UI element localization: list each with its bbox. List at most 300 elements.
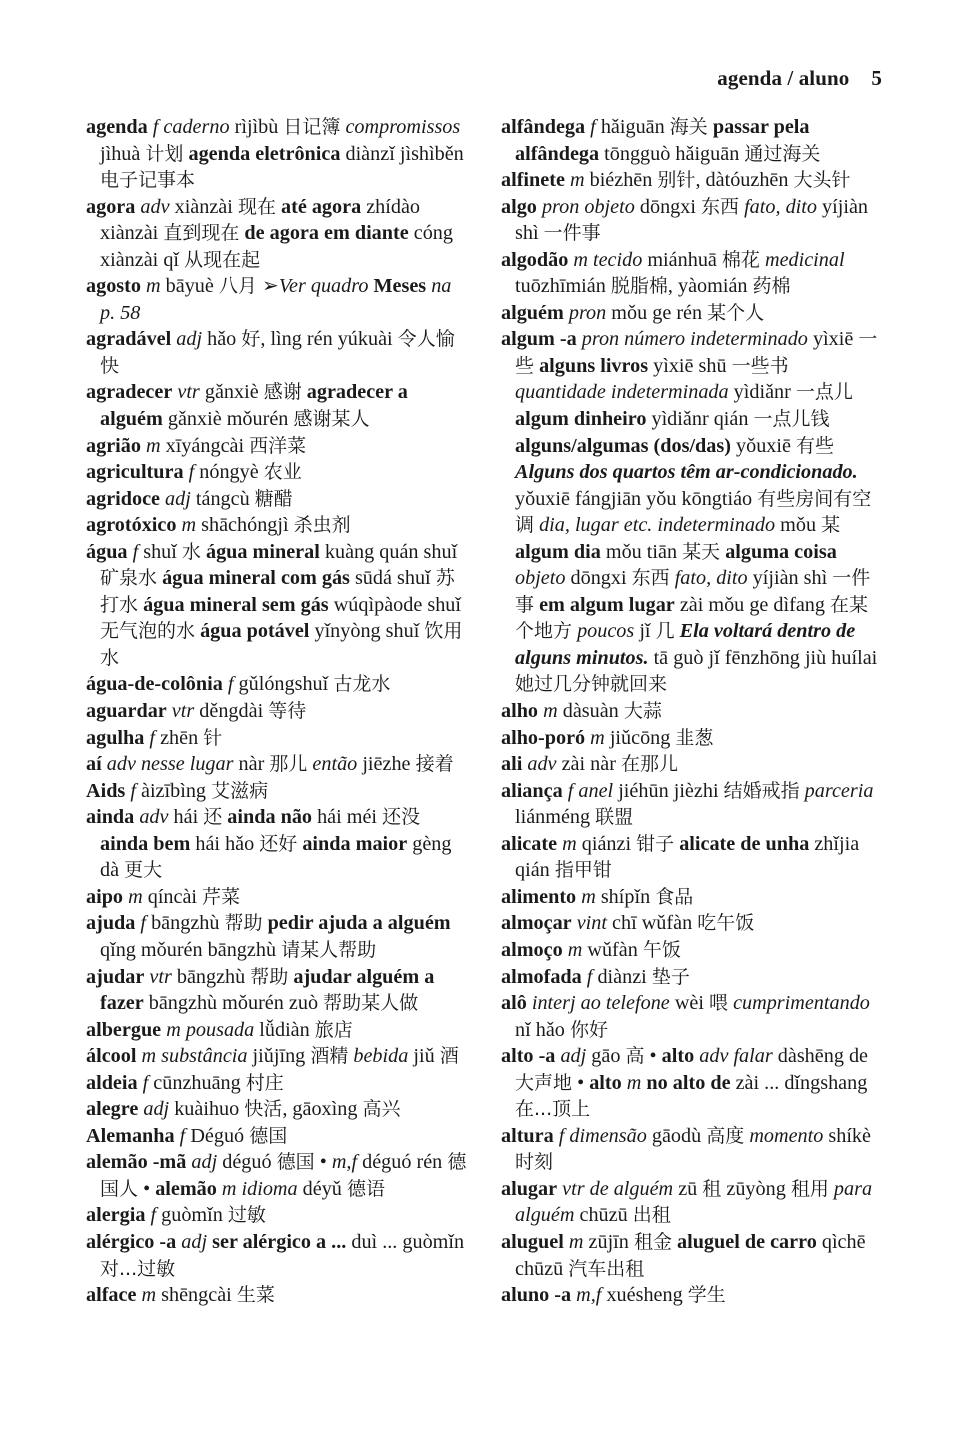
pinyin-text: hǎo <box>202 328 242 351</box>
hanzi-text: 生菜 <box>236 1284 275 1307</box>
headword: agricultura <box>86 461 184 484</box>
grammar-label: m <box>123 885 143 908</box>
hanzi-text: 高度 <box>706 1124 745 1147</box>
hanzi-text: 帮助 <box>224 912 263 935</box>
headword: alicate <box>501 832 558 855</box>
dictionary-entry <box>501 778 883 831</box>
pinyin-text: àizībìng <box>135 779 212 802</box>
grammar-label: vtr <box>144 965 172 988</box>
hanzi-text: 午饭 <box>642 938 681 961</box>
hanzi-text: 等待 <box>268 700 307 723</box>
grammar-label: pron objeto <box>536 195 635 218</box>
grammar-label: parceria <box>799 779 874 802</box>
hanzi-text: 快活 <box>244 1098 283 1121</box>
grammar-label: m <box>136 1284 157 1307</box>
dictionary-entry <box>86 804 468 884</box>
headword: agridoce <box>86 487 160 510</box>
hanzi-text: 还 <box>203 806 223 829</box>
pinyin-text: zhídào xiànzài <box>100 195 421 245</box>
grammar-label: f <box>585 116 596 138</box>
dictionary-entry <box>86 1043 468 1070</box>
pinyin-text: • <box>138 1177 156 1200</box>
headword: alguém <box>501 301 564 324</box>
hanzi-text: 一些书 <box>731 354 789 377</box>
pinyin-text: rìjìbù <box>229 116 284 138</box>
pinyin-text: diànzǐ jìshìběn <box>340 142 464 165</box>
grammar-label: poucos <box>572 620 635 643</box>
pinyin-text: jǐ <box>634 620 656 643</box>
grammar-label: adv nesse lugar <box>101 753 234 776</box>
hanzi-text: 她过几分钟就回来 <box>515 673 668 696</box>
hanzi-text: 直到现在 <box>163 222 240 245</box>
grammar-label: m <box>140 434 161 457</box>
pinyin-text: nǐ hǎo <box>515 1018 570 1041</box>
pinyin-text: yìdiǎnr <box>728 381 796 404</box>
headword: ainda <box>86 806 135 829</box>
headword-text: alguns livros <box>534 354 649 377</box>
grammar-label: m <box>538 700 558 723</box>
grammar-label: m <box>140 275 161 298</box>
dictionary-entry <box>501 1229 883 1282</box>
hanzi-text: 大声地 <box>515 1071 573 1094</box>
hanzi-text: 钳子 <box>636 832 675 855</box>
pinyin-text: dàsuàn <box>557 700 624 723</box>
dictionary-entry <box>86 1123 468 1150</box>
pinyin-text: jìhuà <box>100 142 146 165</box>
headword-text: ainda maior <box>297 832 408 855</box>
grammar-label: m <box>557 832 577 855</box>
dictionary-entry <box>86 884 468 911</box>
headword: aluno -a <box>501 1284 572 1307</box>
dictionary-entry <box>86 1017 468 1044</box>
grammar-label: interj ao telefone <box>526 992 670 1015</box>
pinyin-text: jiēzhe <box>357 753 416 776</box>
headword: aipo <box>86 885 124 908</box>
hanzi-text: 指甲钳 <box>554 859 612 882</box>
grammar-label: para alguém <box>515 1177 873 1227</box>
hanzi-text: 你好 <box>569 1018 608 1041</box>
headword: água <box>86 540 128 563</box>
hanzi-text: 高 <box>625 1045 645 1068</box>
headword-text: água mineral <box>200 540 320 563</box>
hanzi-text: 饮用水 <box>100 620 463 669</box>
hanzi-text: 现在 <box>237 195 276 218</box>
headword-text: pedir ajuda a alguém <box>262 912 451 935</box>
headword-text: alguma coisa <box>720 540 837 563</box>
pinyin-text: tuōzhīmián <box>515 275 611 298</box>
hanzi-text: 某个人 <box>707 301 765 324</box>
grammar-label: adv <box>522 753 557 776</box>
pinyin-text: miánhuā <box>642 248 722 271</box>
grammar-label: m <box>562 938 583 961</box>
dictionary-entry <box>501 1282 883 1309</box>
dictionary-entry <box>501 884 883 911</box>
pinyin-text: • <box>314 1151 332 1174</box>
hanzi-text: 德国 <box>249 1124 288 1147</box>
hanzi-text: 大头针 <box>793 169 851 192</box>
dictionary-entry <box>86 964 468 1017</box>
dictionary-entry <box>86 114 468 194</box>
pinyin-text: gāo <box>586 1045 626 1068</box>
hanzi-text: 别针 <box>657 169 696 192</box>
headword: ajuda <box>86 912 136 935</box>
pinyin-text: nàr <box>233 753 270 776</box>
dictionary-entry <box>501 698 883 725</box>
pinyin-text: hái méi <box>312 806 383 829</box>
pinyin-text: ➢ <box>256 275 279 298</box>
grammar-label: m,f <box>571 1284 602 1307</box>
dictionary-entry <box>86 778 468 805</box>
hanzi-text: 时刻 <box>515 1151 554 1174</box>
pinyin-text: yíjiàn shì <box>515 195 869 245</box>
headword-text: aluguel de carro <box>671 1230 817 1253</box>
pinyin-text: zài ... dǐngshang <box>730 1071 868 1094</box>
hanzi-text: 从现在起 <box>184 248 261 271</box>
grammar-label: f caderno <box>147 116 230 138</box>
grammar-label: m substância <box>136 1045 248 1068</box>
hanzi-text: 村庄 <box>245 1071 284 1094</box>
dictionary-entry <box>86 1282 468 1309</box>
dictionary-entry <box>501 1123 883 1176</box>
pinyin-text: zhēn <box>155 726 204 749</box>
headword: aldeia <box>86 1071 138 1094</box>
grammar-label: m <box>621 1071 642 1094</box>
grammar-label: então <box>307 753 358 776</box>
hanzi-text: 计划 <box>145 142 184 165</box>
pinyin-text: mǒu ge rén <box>606 301 708 324</box>
headword: almoço <box>501 938 563 961</box>
dictionary-entry <box>501 167 883 194</box>
hanzi-text: 酒精 <box>310 1045 349 1068</box>
dictionary-entry <box>501 114 883 167</box>
hanzi-text: 旅店 <box>314 1018 353 1041</box>
grammar-label: m <box>563 1230 584 1253</box>
dictionary-entry <box>86 751 468 778</box>
hanzi-text: 西洋菜 <box>249 434 307 457</box>
pinyin-text: déguó rén <box>357 1151 448 1174</box>
pinyin-text: mǒu <box>775 514 822 537</box>
dictionary-entry <box>501 326 883 698</box>
guide-words: agenda / aluno <box>717 66 850 90</box>
hanzi-text: 一件事 <box>515 567 871 616</box>
hanzi-text: 水 <box>181 540 201 563</box>
dictionary-entry <box>501 1043 883 1123</box>
pinyin-text: yíjiàn shì <box>747 567 833 590</box>
hanzi-text: 过敏 <box>227 1204 266 1227</box>
pinyin-text: bāngzhù mǒurén zuò <box>143 992 324 1015</box>
dictionary-entry <box>86 1096 468 1123</box>
hanzi-text: 感谢 <box>263 381 302 404</box>
pinyin-text: yìxiē <box>807 328 859 351</box>
dictionary-entry <box>86 671 468 698</box>
hanzi-text: 还好 <box>259 832 298 855</box>
headword-text: algum dia <box>515 540 601 563</box>
headword: Aids <box>86 779 126 802</box>
hanzi-text: 出租 <box>632 1204 671 1227</box>
headword-text: alicate de unha <box>674 832 810 855</box>
hanzi-text: 艾滋病 <box>211 779 269 802</box>
pinyin-text: jiǔcōng <box>604 726 676 749</box>
pinyin-text: diànzi <box>592 965 652 988</box>
headword: algodão <box>501 248 569 271</box>
hanzi-text: 请某人帮助 <box>281 938 377 961</box>
hanzi-text: 在那儿 <box>620 753 678 776</box>
pinyin-text: yǒuxiē <box>730 434 797 457</box>
hanzi-text: 在...顶上 <box>515 1098 591 1121</box>
pinyin-text: yìdiǎnr qián <box>646 408 754 431</box>
pinyin-text: • <box>644 1045 662 1068</box>
headword-text: ainda não <box>222 806 313 829</box>
headword: alergia <box>86 1204 146 1227</box>
hanzi-text: 联盟 <box>595 806 634 829</box>
grammar-label: adv <box>135 195 170 218</box>
pinyin-text: chī wǔfàn <box>606 912 698 935</box>
pinyin-text: qiánzi <box>576 832 637 855</box>
dictionary-entry <box>86 698 468 725</box>
headword-text: alto <box>589 1071 622 1094</box>
headword-text: no alto de <box>641 1071 731 1094</box>
pinyin-text: • <box>572 1071 590 1094</box>
headword-text: alemão <box>155 1177 217 1200</box>
grammar-label: momento <box>744 1124 824 1147</box>
pinyin-text: bāyuè <box>160 275 219 298</box>
headword-text: até agora <box>275 195 362 218</box>
grammar-label: fato, dito <box>669 567 748 590</box>
pinyin-text: qìchē chūzū <box>515 1230 866 1280</box>
right-column <box>501 114 883 1309</box>
grammar-label: f dimensão <box>553 1124 647 1147</box>
headword-text: água mineral sem gás <box>138 593 329 616</box>
grammar-label: m <box>564 169 585 192</box>
hanzi-text: 杀虫剂 <box>293 514 351 537</box>
hanzi-text: 一些 <box>515 328 878 377</box>
headword: almoçar <box>501 912 572 935</box>
headword-text: agenda eletrônica <box>183 142 341 165</box>
hanzi-text: 有些房间有空调 <box>515 487 872 537</box>
grammar-label: pron número indeterminado <box>576 328 808 351</box>
headword: alérgico -a <box>86 1230 177 1253</box>
pinyin-text: xiànzài <box>169 195 238 218</box>
pinyin-text: guòmǐn <box>156 1204 228 1227</box>
headword-text: alto <box>661 1045 695 1068</box>
hanzi-text: 帮助 <box>250 965 289 988</box>
grammar-label: m tecido <box>568 248 643 271</box>
headword: aguardar <box>86 700 167 723</box>
headword: alegre <box>86 1098 139 1121</box>
dictionary-entry <box>501 1176 883 1229</box>
pinyin-text: shíkè <box>823 1124 871 1147</box>
grammar-label: f <box>174 1124 186 1147</box>
hanzi-text: 八月 <box>218 275 257 298</box>
headword: agrotóxico <box>86 514 177 537</box>
grammar-label: adj <box>171 328 203 351</box>
hanzi-text: 无气泡的水 <box>100 620 196 643</box>
dictionary-entry <box>501 990 883 1043</box>
pinyin-text: cūnzhuāng <box>148 1071 246 1094</box>
headword: agrião <box>86 434 141 457</box>
hanzi-text: 德语 <box>346 1177 385 1200</box>
pinyin-text: hái <box>168 806 204 829</box>
headword: agulha <box>86 726 145 749</box>
pinyin-text: biézhēn <box>584 169 658 192</box>
dictionary-entry <box>501 751 883 778</box>
hanzi-text: 德国人 <box>100 1151 467 1200</box>
pinyin-text: shēngcài <box>156 1284 237 1307</box>
pinyin-text: tā guò jǐ fēnzhōng jiù huílai <box>648 646 878 669</box>
running-head <box>717 66 882 91</box>
hanzi-text: 租 <box>702 1177 722 1200</box>
grammar-label: medicinal <box>759 248 845 271</box>
pinyin-text: yǐnyòng shuǐ <box>309 620 425 643</box>
pinyin-text: zài mǒu ge dìfang <box>674 593 831 616</box>
headword: agenda <box>86 116 148 138</box>
headword-text: passar pela alfândega <box>515 116 810 165</box>
headword: alemão -mã <box>86 1151 187 1174</box>
pinyin-text: shuǐ <box>138 540 182 563</box>
pinyin-text: qǐng mǒurén bāngzhù <box>100 938 282 961</box>
dictionary-entry <box>501 194 883 247</box>
hanzi-text: 脱脂棉 <box>610 275 668 298</box>
pinyin-text: bāngzhù <box>171 965 251 988</box>
headword: agora <box>86 195 136 218</box>
pinyin-text: , gāoxìng <box>282 1098 363 1121</box>
hanzi-text: 对...过敏 <box>100 1257 176 1280</box>
hanzi-text: 在某个地方 <box>515 593 869 643</box>
hanzi-text: 农业 <box>263 461 302 484</box>
dictionary-entry <box>86 194 468 274</box>
pinyin-text: zūyòng <box>721 1177 791 1200</box>
headword: ali <box>501 753 523 776</box>
headword: alto -a <box>501 1045 556 1068</box>
pinyin-text: wǔfàn <box>582 938 643 961</box>
hanzi-text: 几 <box>655 620 675 643</box>
headword-text: ajudar alguém a fazer <box>100 965 435 1015</box>
headword: alfinete <box>501 169 565 192</box>
pinyin-text: , yàomián <box>667 275 753 298</box>
headword: agradável <box>86 328 172 351</box>
grammar-label: m pousada <box>161 1018 255 1041</box>
hanzi-text: 古龙水 <box>333 673 391 696</box>
headword: ajudar <box>86 965 145 988</box>
headword: aluguel <box>501 1230 564 1253</box>
headword: agosto <box>86 275 141 298</box>
dictionary-entry <box>501 247 883 300</box>
grammar-label: adj <box>186 1151 218 1174</box>
pinyin-text: gǔlóngshuǐ <box>233 673 334 696</box>
headword-text: Meses <box>368 275 427 298</box>
example-sentence: Ela voltará dentro de alguns minutos. <box>515 620 856 669</box>
pinyin-text: jiǔ <box>408 1045 440 1068</box>
pinyin-text: yìxiē shū <box>648 354 732 377</box>
hanzi-text: 高兴 <box>362 1098 401 1121</box>
pinyin-text: lǚdiàn <box>254 1018 315 1041</box>
hanzi-text: 一点儿钱 <box>753 408 830 431</box>
left-column <box>86 114 468 1309</box>
hanzi-text: 糖醋 <box>254 487 293 510</box>
hanzi-text: 德国 <box>276 1151 315 1174</box>
pinyin-text: dōngxi <box>634 195 702 218</box>
hanzi-text: 喂 <box>709 992 729 1015</box>
hanzi-text: 芹菜 <box>202 885 241 908</box>
grammar-label: f <box>144 726 156 749</box>
dictionary-entry <box>86 326 468 379</box>
dictionary-entry <box>86 539 468 672</box>
headword: alugar <box>501 1177 558 1200</box>
hanzi-text: 韭葱 <box>675 726 714 749</box>
pinyin-text: kuàihuo <box>169 1098 245 1121</box>
grammar-label: adj <box>160 487 191 510</box>
pinyin-text: gāodù <box>646 1124 707 1147</box>
grammar-label: m <box>576 885 596 908</box>
pinyin-text: xīyángcài <box>160 434 250 457</box>
headword: agradecer <box>86 381 173 404</box>
hanzi-text: 矿泉水 <box>100 567 158 590</box>
grammar-label: f anel <box>562 779 614 802</box>
dictionary-entry <box>501 910 883 937</box>
grammar-label: f <box>127 540 139 563</box>
grammar-label: f <box>222 673 234 696</box>
dictionary-entry <box>86 433 468 460</box>
grammar-label: dia, lugar etc. indeterminado <box>534 514 776 537</box>
grammar-label: m <box>176 514 197 537</box>
pinyin-text: déguó <box>217 1151 277 1174</box>
hanzi-text: 更大 <box>124 859 163 882</box>
hanzi-text: 学生 <box>687 1284 726 1307</box>
hanzi-text: 东西 <box>701 195 740 218</box>
headword-text: de agora em diante <box>239 222 409 245</box>
dictionary-entry <box>86 512 468 539</box>
headword: algum -a <box>501 328 577 351</box>
dictionary-entry <box>86 1149 468 1202</box>
pinyin-text: gǎnxiè mǒurén <box>162 408 294 431</box>
headword: altura <box>501 1124 554 1147</box>
grammar-label: f <box>145 1204 157 1227</box>
headword: Alemanha <box>86 1124 175 1147</box>
grammar-label: na p. 58 <box>100 275 452 324</box>
headword: aliança <box>501 779 563 802</box>
pinyin-text: zài nàr <box>556 753 621 776</box>
headword-text: ainda bem <box>100 832 191 855</box>
pinyin-text: zhǐjia qián <box>515 832 860 882</box>
pinyin-text: xuésheng <box>601 1284 688 1307</box>
headword: aí <box>86 753 102 776</box>
pinyin-text: zūjīn <box>583 1230 634 1253</box>
grammar-label: m,f <box>331 1151 358 1174</box>
hanzi-text: 棉花 <box>721 248 760 271</box>
pinyin-text: kuàng quán shuǐ <box>319 540 458 563</box>
pinyin-text: mǒu tiān <box>600 540 683 563</box>
headword: água-de-colônia <box>86 673 223 696</box>
headword: almofada <box>501 965 582 988</box>
pinyin-text: wèi <box>669 992 710 1015</box>
dictionary-entry <box>86 379 468 432</box>
hanzi-text: 日记簿 <box>283 116 341 138</box>
headword: alimento <box>501 885 577 908</box>
grammar-label: f <box>581 965 593 988</box>
headword-text: alguns/algumas (dos/das) <box>515 434 731 457</box>
pinyin-text: hái hǎo <box>190 832 260 855</box>
hanzi-text: 吃午饭 <box>697 912 755 935</box>
pinyin-text: gèng dà <box>100 832 452 882</box>
hanzi-text: 东西 <box>631 567 670 590</box>
headword: alô <box>501 992 527 1015</box>
grammar-label: m idioma <box>216 1177 298 1200</box>
hanzi-text: 一件事 <box>543 222 601 245</box>
headword: álcool <box>86 1045 137 1068</box>
headword: alho <box>501 700 539 723</box>
hanzi-text: 垫子 <box>651 965 690 988</box>
pinyin-text: chūzū <box>574 1204 633 1227</box>
